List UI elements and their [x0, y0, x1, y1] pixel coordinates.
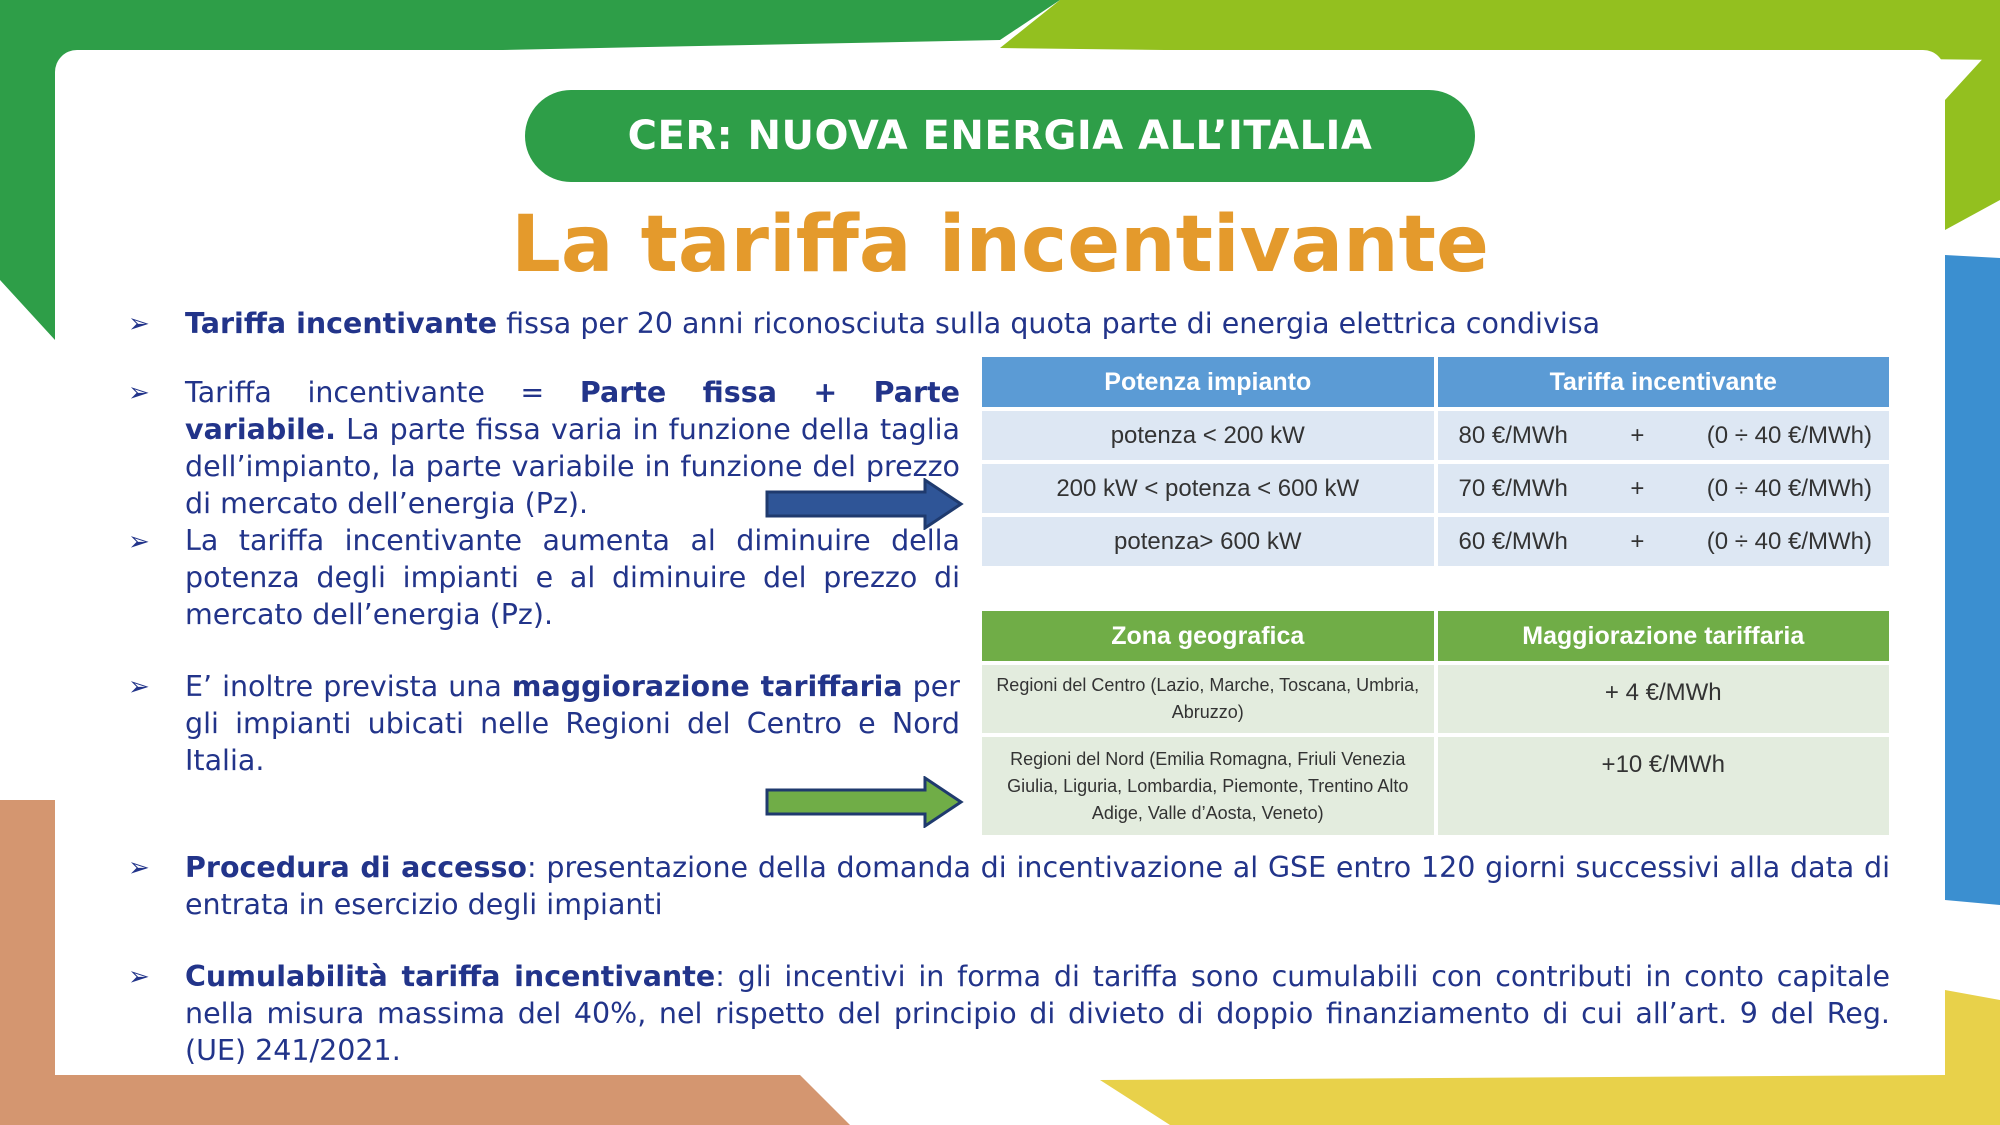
arrowhead-bullet-icon: ➢	[128, 309, 150, 339]
power-cell: 200 kW < potenza < 600 kW	[982, 464, 1434, 513]
table-row	[982, 517, 1889, 566]
surcharge-cell: + 4 €/MWh	[1438, 665, 1890, 733]
bullet-4-text: E’ inoltre prevista una	[185, 670, 512, 703]
table-row	[982, 737, 1889, 835]
page-title: La tariffa incentivante	[511, 200, 1489, 290]
arrowhead-bullet-icon: ➢	[128, 672, 150, 702]
table-row	[982, 411, 1889, 460]
fixed-tariff: 60 €/MWh	[1458, 527, 1568, 555]
plus-sign: +	[1630, 474, 1645, 502]
fixed-tariff: 80 €/MWh	[1458, 421, 1568, 449]
bullet-2-bold: Parte fissa + Parte variabile.	[185, 376, 960, 446]
banner-heading: CER: NUOVA ENERGIA ALL’ITALIA	[525, 90, 1475, 182]
zone-cell: Regioni del Centro (Lazio, Marche, Toscana, Umbria, Abruzzo)	[982, 665, 1434, 733]
surcharge-cell: +10 €/MWh	[1438, 737, 1890, 835]
variable-tariff: (0 ÷ 40 €/MWh)	[1706, 527, 1872, 555]
bullet-6-bold: Cumulabilità tariffa incentivante	[185, 960, 716, 993]
arrowhead-bullet-icon: ➢	[128, 378, 150, 408]
table-row	[982, 665, 1889, 733]
plus-sign: +	[1630, 421, 1645, 449]
bullet-4-bold: maggiorazione tariffaria	[511, 670, 903, 703]
power-cell: potenza < 200 kW	[982, 411, 1434, 460]
variable-tariff: (0 ÷ 40 €/MWh)	[1706, 421, 1872, 449]
table-header: Maggiorazione tariffaria	[1438, 611, 1890, 661]
power-tariff-table	[978, 353, 1893, 570]
green-arrow-icon	[765, 776, 965, 828]
bullet-6	[185, 958, 1890, 1069]
bullet-1	[185, 305, 1685, 342]
table-row	[982, 464, 1889, 513]
table-header: Zona geografica	[982, 611, 1434, 661]
table-header: Potenza impianto	[982, 357, 1434, 407]
table-header: Tariffa incentivante	[1438, 357, 1890, 407]
bullet-4	[185, 668, 960, 779]
arrowhead-bullet-icon: ➢	[128, 853, 150, 883]
bullet-3: La tariffa incentivante aumenta al diminuire della potenza degli impianti e al diminuire del prezzo di mercato dell’energia (Pz).	[185, 524, 960, 631]
bullet-5	[185, 849, 1890, 923]
zone-surcharge-table	[978, 607, 1893, 839]
blue-arrow-icon	[765, 478, 965, 530]
bullet-4-rest: per gli impianti ubicati nelle Regioni del Centro e Nord Italia.	[185, 670, 960, 777]
bullet-2-text: Tariffa incentivante =	[185, 376, 580, 409]
bullet-5-text: : presentazione della domanda di incentivazione al GSE entro 120 giorni successivi alla data di entrata in esercizio degli impianti	[185, 851, 1890, 921]
power-cell: potenza> 600 kW	[982, 517, 1434, 566]
bullet-1-text: fissa per 20 anni riconosciuta sulla quota parte di energia elettrica condivisa	[497, 307, 1601, 340]
arrowhead-bullet-icon: ➢	[128, 527, 150, 557]
fixed-tariff: 70 €/MWh	[1458, 474, 1568, 502]
bullet-5-bold: Procedura di accesso	[185, 851, 528, 884]
bullet-2-rest: La parte fissa varia in funzione della taglia dell’impianto, la parte variabile in funzione del prezzo di mercato dell’energia (Pz).	[185, 413, 960, 520]
plus-sign: +	[1630, 527, 1645, 555]
variable-tariff: (0 ÷ 40 €/MWh)	[1706, 474, 1872, 502]
bullet-1-bold: Tariffa incentivante	[185, 307, 498, 340]
arrowhead-bullet-icon: ➢	[128, 962, 150, 992]
bullet-6-text: : gli incentivi in forma di tariffa sono cumulabili con contributi in conto capitale nella misura massima del 40%, nel rispetto del principio di divieto di doppio finanziamento di cui all’art. 9 del Reg. (UE) 241/2021.	[185, 960, 1890, 1067]
zone-cell: Regioni del Nord (Emilia Romagna, Friuli Venezia Giulia, Liguria, Lombardia, Piemonte, Trentino Alto Adige, Valle d’Aosta, Veneto)	[982, 737, 1434, 835]
